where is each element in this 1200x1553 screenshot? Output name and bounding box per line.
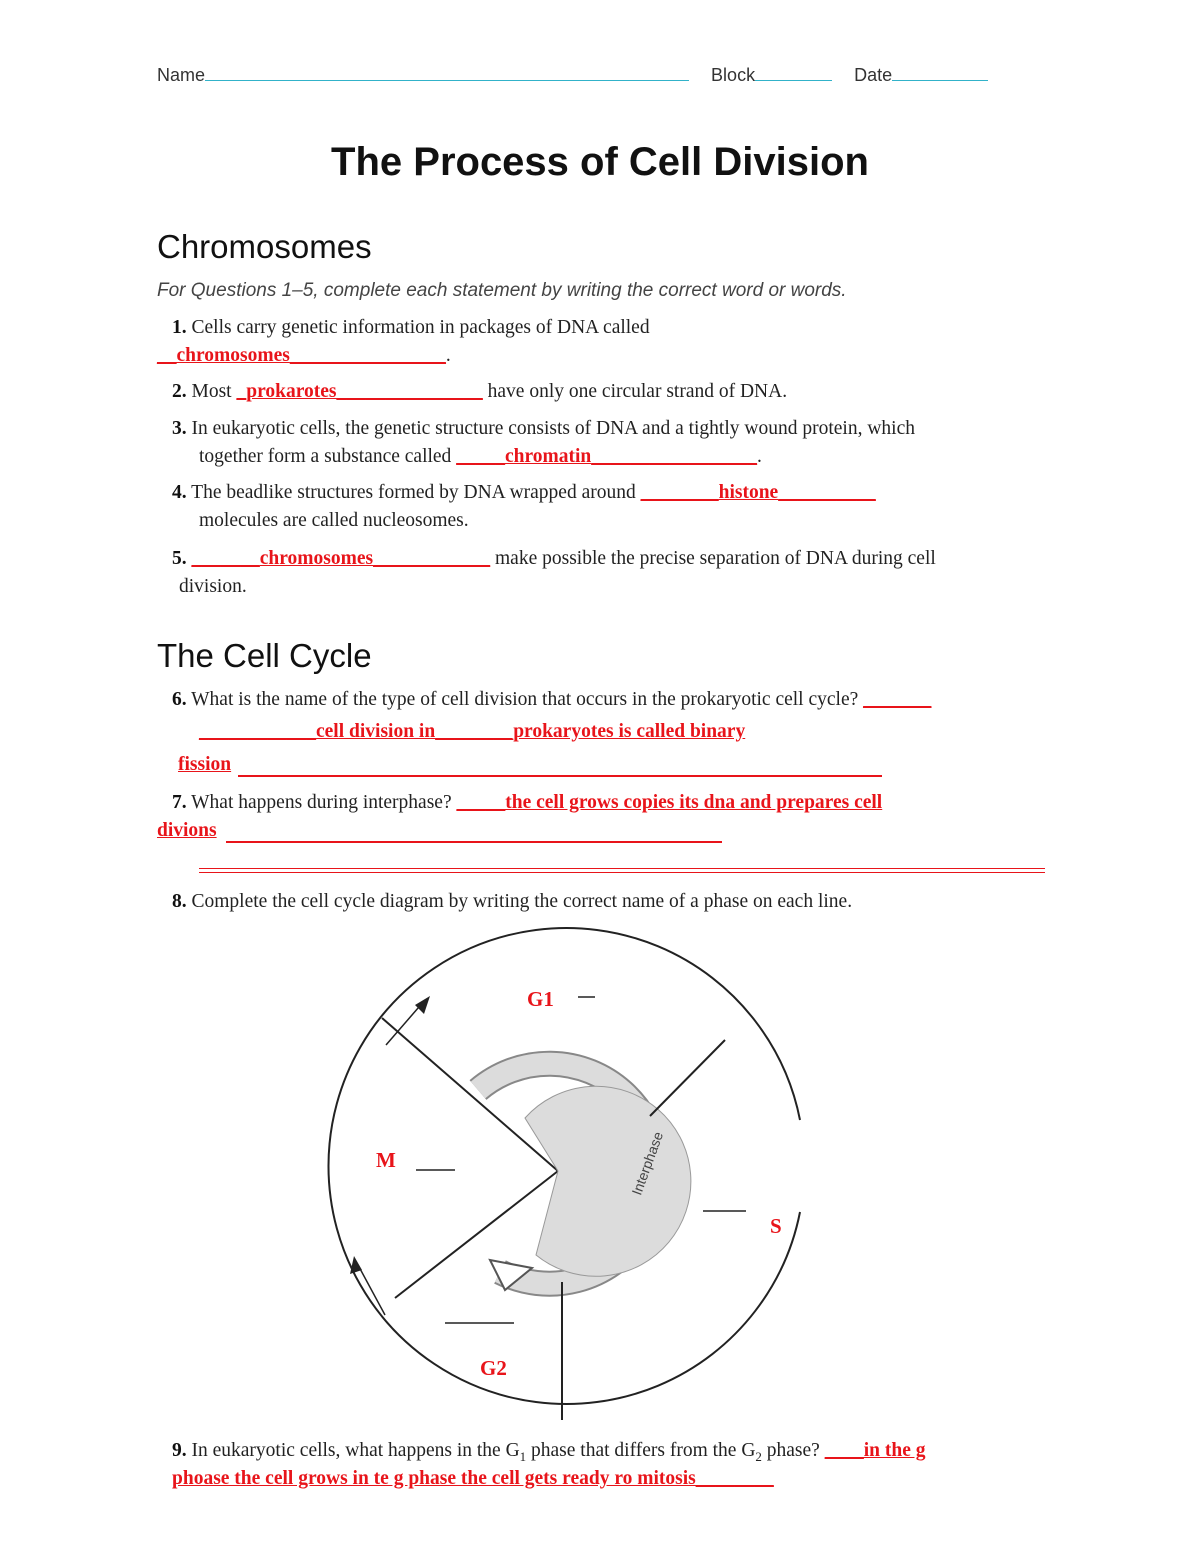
question-9: 9. In eukaryotic cells, what happens in the $G_1$ phase that differs from the $G_2$ phase? ____in the g — [172, 1440, 926, 1464]
question-number: 1. — [172, 317, 187, 338]
g1-s-divider — [650, 1040, 725, 1116]
answer-7[interactable]: _____the cell grows copies its dna and prepares cell — [456, 792, 883, 813]
instructions: For Questions 1–5, complete each statement by writing the correct word or words. — [157, 280, 847, 301]
answer-2[interactable]: _prokarotes_______________ — [236, 381, 483, 402]
question-5-line2: division. — [179, 576, 247, 597]
question-3-line2: together form a substance called _____chromatin_________________. — [199, 446, 762, 467]
arrow-up-icon — [350, 1256, 362, 1274]
phase-label-g1: G1 — [527, 987, 554, 1011]
page-title: The Process of Cell Division — [331, 140, 869, 184]
arrow-line — [358, 1265, 385, 1315]
question-number: 5. — [172, 548, 187, 569]
answer-7-line2[interactable]: divions — [157, 820, 217, 841]
question-3: 3. In eukaryotic cells, the genetic structure consists of DNA and a tightly wound protein, which — [172, 418, 915, 439]
answer-6-line3[interactable]: fission — [178, 754, 232, 775]
date-label: Date — [854, 65, 893, 85]
question-4-line2: molecules are called nucleosomes. — [199, 510, 469, 531]
answer-9[interactable]: ____in the g — [824, 1440, 926, 1461]
question-number: 7. — [172, 792, 187, 813]
phase-label-g2: G2 — [480, 1356, 507, 1380]
answer-9-line2[interactable]: phoase the cell grows in te g phase the cell gets ready ro mitosis________ — [172, 1468, 774, 1489]
question-text: Cells carry genetic information in packages of DNA called — [191, 317, 650, 338]
arrow-up-icon — [415, 996, 430, 1014]
question-4: 4. The beadlike structures formed by DNA wrapped around ________histone__________ — [172, 482, 876, 503]
phase-label-m: M — [376, 1148, 396, 1172]
question-number: 2. — [172, 381, 187, 402]
answer-4[interactable]: ________histone__________ — [640, 482, 876, 503]
block-label: Block — [711, 65, 756, 85]
question-2: 2. Most _prokarotes_______________ have only one circular strand of DNA. — [172, 381, 788, 402]
question-number: 6. — [172, 689, 187, 710]
answer-1[interactable]: __chromosomes________________. — [157, 345, 451, 366]
phase-label-s: S — [770, 1214, 782, 1238]
question-5: 5. _______chromosomes____________ make possible the precise separation of DNA during cell — [172, 548, 936, 569]
block-field[interactable] — [755, 62, 832, 81]
question-7: 7. What happens during interphase? _____the cell grows copies its dna and prepares cell — [172, 792, 883, 813]
answer-3[interactable]: _____chromatin_________________ — [456, 446, 757, 467]
question-number: 3. — [172, 418, 187, 439]
section-heading-chromosomes: Chromosomes — [157, 228, 372, 265]
interphase-label: Interphase — [628, 1129, 667, 1198]
answer-7-blank-line[interactable] — [199, 868, 1045, 873]
inner-disc — [525, 1086, 691, 1276]
answer-6-underline — [238, 775, 882, 777]
answer-5[interactable]: _______chromosomes____________ — [191, 548, 491, 569]
question-1 — [172, 317, 650, 339]
question-6: 6. What is the name of the type of cell division that occurs in the prokaryotic cell cycle? _______ — [172, 689, 932, 710]
name-field[interactable] — [205, 62, 689, 81]
cell-cycle-diagram — [300, 920, 820, 1430]
question-number: 4. — [172, 482, 187, 503]
section-heading-cell-cycle: The Cell Cycle — [157, 637, 372, 674]
date-field[interactable] — [892, 62, 988, 81]
question-number: 9. — [172, 1440, 187, 1461]
header — [157, 62, 988, 86]
name-label: Name — [157, 65, 206, 85]
question-8: 8. Complete the cell cycle diagram by writing the correct name of a phase on each line. — [172, 891, 853, 912]
answer-7-underline — [226, 841, 722, 843]
answer-6-line2[interactable]: ____________cell division in________prokaryotes is called binary — [199, 721, 746, 742]
answer-text: chromosomes — [176, 345, 290, 366]
question-number: 8. — [172, 891, 187, 912]
